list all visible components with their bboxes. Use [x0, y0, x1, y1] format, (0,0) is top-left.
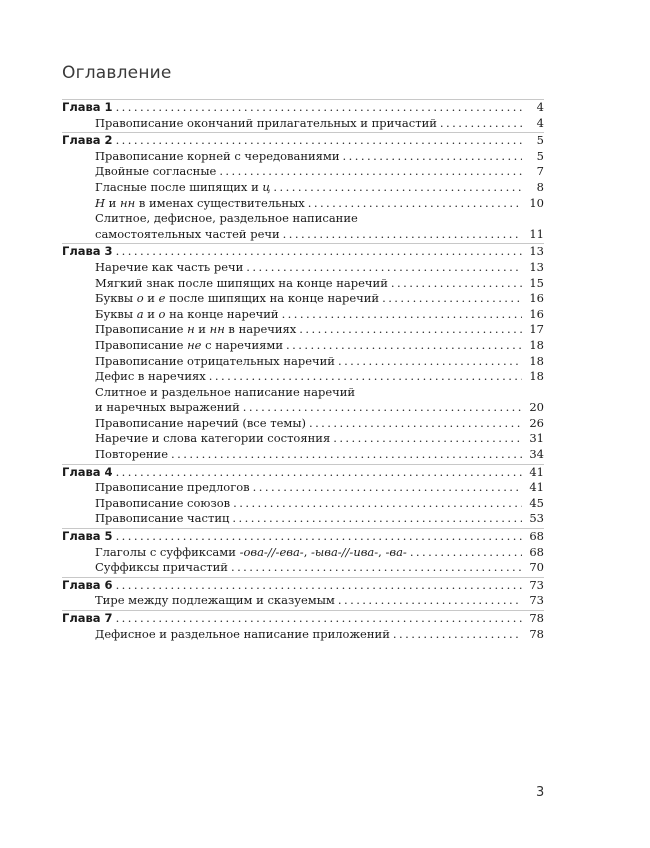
toc-page: 4 [536, 100, 544, 114]
toc-page: 68 [529, 529, 544, 544]
toc-page: 10 [529, 195, 544, 210]
toc-entry[interactable] [62, 593, 544, 609]
leader-dots [382, 291, 522, 307]
toc-chapter-3[interactable] [62, 243, 544, 260]
toc-label: Правописание союзов [95, 495, 231, 510]
toc-label: и наречных выражений [95, 400, 240, 415]
leader-dots [231, 560, 522, 576]
toc-page: 5 [536, 133, 544, 148]
toc-page: 13 [529, 259, 544, 274]
toc-label-part: , [303, 544, 311, 559]
toc-label: Правописание наречий (все темы) [95, 415, 306, 430]
toc-chapter-5[interactable] [62, 528, 544, 545]
leader-dots [391, 276, 522, 292]
toc-entry[interactable] [62, 447, 544, 463]
toc-label: Глава 2 [62, 133, 113, 148]
toc-label: Двойные согласные [95, 164, 217, 179]
leader-dots [116, 529, 522, 545]
toc-page: 4 [536, 115, 544, 130]
toc-label: Правописание корней с чередованиями [95, 148, 340, 163]
toc-label: Глава 6 [62, 577, 113, 592]
toc-label [95, 545, 410, 561]
toc-page: 18 [529, 337, 544, 352]
toc-page: 41 [529, 464, 544, 479]
leader-dots [232, 511, 522, 527]
toc-entry[interactable] [62, 511, 544, 527]
toc-page: 20 [529, 400, 544, 415]
toc-page: 7 [536, 164, 544, 179]
toc-page: 41 [529, 480, 544, 495]
toc-entry[interactable] [62, 369, 544, 385]
toc-page: 11 [529, 226, 544, 241]
toc-page: 31 [529, 431, 544, 446]
toc-entry[interactable] [62, 116, 544, 132]
toc-label: Мягкий знак после шипящих на конце наречий [95, 275, 388, 290]
toc-label-part: , [378, 544, 386, 559]
toc-label-part: после шипящих на конце наречий [165, 291, 380, 306]
toc-entry-line1[interactable] [62, 385, 544, 401]
leader-dots [233, 496, 522, 512]
leader-dots [299, 322, 522, 338]
toc-entry[interactable] [62, 307, 544, 323]
toc-label-italic: не [187, 337, 202, 352]
leader-dots [338, 354, 522, 370]
toc-label-italic: Н [95, 195, 106, 210]
toc-entry[interactable] [62, 276, 544, 292]
toc-label-part: и [143, 291, 159, 306]
toc-label: Правописание предлогов [95, 480, 250, 495]
leader-dots [116, 100, 522, 116]
table-of-contents [62, 98, 544, 642]
toc-entry[interactable] [62, 416, 544, 432]
toc-entry[interactable] [62, 322, 544, 338]
toc-entry[interactable] [62, 354, 544, 370]
toc-page: 70 [529, 560, 544, 575]
toc-chapter-2[interactable] [62, 132, 544, 149]
toc-label: Глава 7 [62, 611, 113, 625]
leader-dots [343, 149, 522, 165]
toc-page: 73 [529, 577, 544, 592]
toc-chapter-6[interactable] [62, 577, 544, 594]
toc-page: 17 [529, 322, 544, 337]
toc-entry[interactable] [62, 431, 544, 447]
toc-page: 15 [529, 275, 544, 290]
toc-label-italic: ц [262, 179, 271, 194]
leader-dots [116, 244, 522, 260]
toc-label-part: и [105, 195, 121, 210]
toc-entry[interactable] [62, 496, 544, 512]
toc-label: Наречие как часть речи [95, 259, 244, 274]
toc-label: Слитное и раздельное написание наречий [95, 384, 356, 399]
toc-entry[interactable] [62, 227, 544, 243]
leader-dots [116, 465, 522, 481]
toc-label: Глава 5 [62, 529, 113, 544]
leader-dots [410, 545, 522, 561]
leader-dots [283, 227, 522, 243]
toc-label-part: Правописание [95, 322, 188, 337]
leader-dots [116, 611, 522, 627]
toc-page: 73 [529, 593, 544, 608]
toc-page: 45 [529, 495, 544, 510]
toc-entry[interactable] [62, 260, 544, 276]
toc-entry[interactable] [62, 149, 544, 165]
leader-dots [253, 480, 522, 496]
leader-dots [116, 578, 522, 594]
toc-label-part: Глаголы с суффиксами [95, 544, 240, 559]
toc-page: 8 [536, 179, 544, 194]
toc-chapter-4[interactable] [62, 464, 544, 481]
toc-entry[interactable] [62, 400, 544, 416]
toc-label-part: Гласные после шипящих и [95, 179, 263, 194]
toc-label: Наречие и слова категории состояния [95, 431, 331, 446]
toc-page: 26 [529, 415, 544, 430]
toc-label-part: и [143, 306, 159, 321]
toc-label: Правописание частиц [95, 511, 230, 526]
toc-label [95, 180, 273, 196]
leader-dots [116, 133, 522, 149]
leader-dots [309, 416, 522, 432]
leader-dots [393, 627, 522, 643]
toc-label [95, 291, 382, 307]
leader-dots [246, 260, 522, 276]
leader-dots [333, 431, 522, 447]
toc-page: 16 [529, 291, 544, 306]
toc-label-italic: н [187, 322, 195, 337]
toc-page: 34 [529, 447, 544, 462]
toc-label: Повторение [95, 447, 169, 462]
toc-label: Глава 4 [62, 464, 113, 479]
toc-label-part: Правописание [95, 337, 188, 352]
toc-entry[interactable] [62, 480, 544, 496]
toc-entry[interactable] [62, 291, 544, 307]
toc-page: 16 [529, 306, 544, 321]
toc-chapter-7[interactable] [62, 610, 544, 627]
toc-label-italic: -ыва-//-ива- [311, 544, 379, 559]
toc-label: Правописание окончаний прилагательных и причастий [95, 115, 437, 130]
toc-label-italic: нн [209, 322, 225, 337]
toc-label-italic: -ва- [385, 544, 407, 559]
toc-entry[interactable] [62, 196, 544, 212]
toc-label-italic: е [158, 291, 166, 306]
toc-label-part: Буквы [95, 291, 137, 306]
toc-page: 78 [529, 626, 544, 641]
toc-page: 5 [536, 148, 544, 163]
toc-page: 68 [529, 544, 544, 559]
toc-label-italic: нн [120, 195, 136, 210]
toc-label: Тире между подлежащим и сказуемым [95, 593, 335, 608]
page-number: 3 [536, 785, 545, 800]
toc-label-italic: а [136, 306, 144, 321]
toc-entry[interactable] [62, 545, 544, 561]
toc-chapter-1[interactable] [62, 99, 544, 116]
leader-dots [440, 116, 522, 132]
leader-dots [171, 447, 522, 463]
toc-label: Слитное, дефисное, раздельное написание [95, 211, 358, 226]
toc-label [95, 338, 286, 354]
toc-label: Дефис в наречиях [95, 369, 206, 384]
toc-label [95, 322, 299, 338]
toc-label-part: Буквы [95, 306, 137, 321]
toc-label: самостоятельных частей речи [95, 226, 280, 241]
toc-label-part: на конце наречий [165, 306, 279, 321]
toc-label-part: в именах существительных [135, 195, 305, 210]
page-title: Оглавление [62, 63, 172, 83]
toc-entry[interactable] [62, 560, 544, 576]
leader-dots [209, 369, 522, 385]
toc-entry[interactable] [62, 338, 544, 354]
leader-dots [243, 400, 522, 416]
toc-label-part: с наречиями [201, 337, 284, 352]
toc-entry[interactable] [62, 627, 544, 643]
toc-entry[interactable] [62, 164, 544, 180]
toc-page: 13 [529, 244, 544, 259]
leader-dots [282, 307, 522, 323]
toc-page: 78 [529, 611, 544, 625]
toc-label: Суффиксы причастий [95, 560, 228, 575]
leader-dots [338, 593, 522, 609]
toc-label: Правописание отрицательных наречий [95, 353, 335, 368]
toc-label-part: в наречиях [224, 322, 297, 337]
toc-label: Глава 1 [62, 100, 113, 114]
leader-dots [308, 196, 522, 212]
toc-page: 18 [529, 353, 544, 368]
leader-dots [273, 180, 522, 196]
toc-label-italic: о [136, 291, 144, 306]
toc-page: 53 [529, 511, 544, 526]
leader-dots [219, 164, 522, 180]
toc-label-part: и [194, 322, 210, 337]
toc-label [95, 196, 308, 212]
toc-label [95, 307, 282, 323]
toc-label-italic: -ова-//-ева- [239, 544, 304, 559]
toc-label: Глава 3 [62, 244, 113, 259]
toc-label: Дефисное и раздельное написание приложений [95, 626, 390, 641]
toc-entry-line1[interactable] [62, 211, 544, 227]
toc-label-italic: о [158, 306, 166, 321]
toc-page: 18 [529, 369, 544, 384]
leader-dots [286, 338, 522, 354]
toc-entry[interactable] [62, 180, 544, 196]
